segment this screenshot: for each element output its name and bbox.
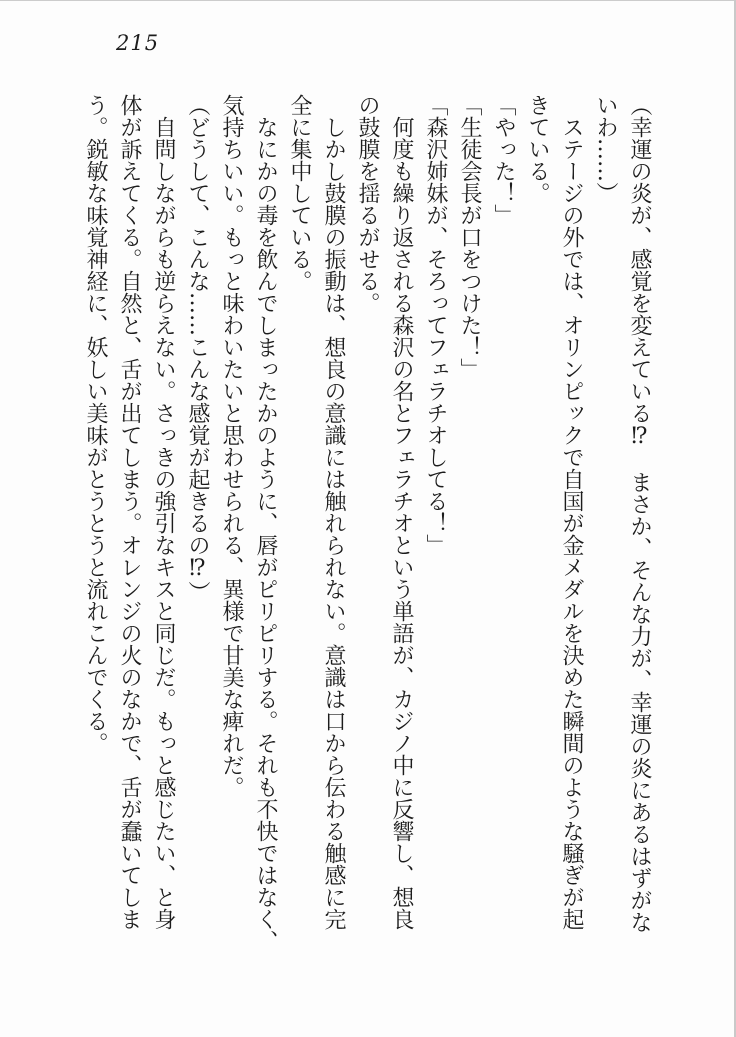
- text-line: いわ……）: [593, 94, 618, 204]
- text-line: 気持ちいい。もっと味わいたいと思わせられる、異様で甘美な痺れだ。: [219, 94, 244, 798]
- text-line: 「森沢姉妹が、そろってフェラチオしてる！」: [423, 94, 448, 556]
- text-line: の鼓膜を揺るがせる。: [355, 94, 380, 314]
- text-line: （どうして、こんな……こんな感覚が起きるの⁉）: [185, 94, 210, 603]
- text-line: 自問しながらも逆らえない。さっきの強引なキスと同じだ。もっと感じたい、と身: [151, 94, 176, 930]
- text-line: 体が訴えてくる。自然と、舌が出てしまう。オレンジの火のなかで、舌が蠢いてしま: [117, 94, 142, 930]
- text-line: 「生徒会長が口をつけた！」: [457, 94, 482, 380]
- text-line: 「やった！」: [491, 94, 516, 226]
- text-line: しかし鼓膜の振動は、想良の意識には触れられない。意識は口から伝わる触感に完: [321, 94, 346, 930]
- page-top-edge: [0, 0, 736, 1]
- text-line: 何度も繰り返される森沢の名とフェラチオという単語が、カジノ中に反響し、想良: [389, 94, 414, 930]
- text-line: なにかの毒を飲んでしまったかのように、唇がピリピリする。それも不快ではなく、: [253, 94, 278, 952]
- text-line: ステージの外では、オリンピックで自国が金メダルを決めた瞬間のような騒ぎが起: [559, 94, 584, 930]
- text-block: [78, 94, 656, 952]
- text-line: きている。: [525, 94, 550, 204]
- text-line: 全に集中している。: [287, 94, 312, 292]
- text-line: （幸運の炎が、感覚を変えている⁉ まさか、そんな力が、幸運の炎にあるはずがな: [627, 94, 652, 933]
- page-number: 215: [116, 31, 160, 55]
- text-line: う。鋭敏な味覚神経に、妖しい美味がとうとうと流れこんでくる。: [83, 94, 108, 754]
